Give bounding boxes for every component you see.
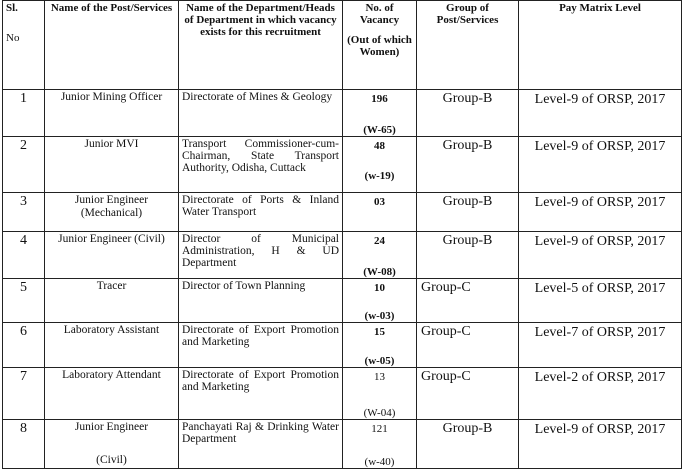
vacancy-count: 24: [374, 235, 385, 247]
cell-group: Group-C: [417, 368, 519, 420]
header-vacancy-label: No. of Vacancy: [359, 2, 400, 26]
cell-group: Group-B: [417, 193, 519, 232]
cell-group: Group-B: [417, 420, 519, 469]
cell-vacancy: [343, 279, 417, 323]
cell-post: Junior Engineer (Civil): [45, 232, 179, 279]
vacancy-women: (w-03): [364, 310, 395, 322]
cell-dept: Directorate of Export Promotion and Marketing: [179, 368, 343, 420]
cell-vacancy: [343, 368, 417, 420]
vacancy-count: 15: [374, 326, 385, 338]
header-vacancy-note: (Out of which Women): [347, 34, 412, 58]
table-row: [3, 90, 682, 137]
table-row: [3, 232, 682, 279]
cell-sl: 4: [3, 232, 45, 279]
table-row: [3, 137, 682, 193]
header-dept: Name of the Department/Heads of Department in which vacancy exists for this recruitment: [179, 1, 343, 90]
header-post: Name of the Post/Services: [45, 1, 179, 90]
post-name-suffix: (Civil): [96, 454, 127, 466]
cell-pay: Level-9 of ORSP, 2017: [519, 193, 682, 232]
cell-sl: 6: [3, 323, 45, 368]
cell-pay: Level-9 of ORSP, 2017: [519, 90, 682, 137]
cell-post: Laboratory Attendant: [45, 368, 179, 420]
cell-pay: Level-5 of ORSP, 2017: [519, 279, 682, 323]
vacancy-count: 121: [371, 423, 388, 435]
cell-vacancy: [343, 137, 417, 193]
header-sl: [3, 1, 45, 90]
cell-group: Group-B: [417, 90, 519, 137]
cell-vacancy: [343, 193, 417, 232]
cell-post: Junior Engineer (Mechanical): [45, 193, 179, 232]
vacancy-women: (w-05): [364, 355, 395, 367]
vacancy-count: 48: [374, 140, 385, 152]
post-name: Junior Engineer: [74, 421, 149, 433]
cell-dept: Directorate of Mines & Geology: [179, 90, 343, 137]
cell-pay: Level-9 of ORSP, 2017: [519, 137, 682, 193]
cell-sl: 7: [3, 368, 45, 420]
vacancy-count: 10: [374, 282, 385, 294]
cell-group: Group-B: [417, 232, 519, 279]
vacancy-women: (w-19): [364, 170, 395, 182]
cell-vacancy: [343, 232, 417, 279]
vacancy-count: 13: [374, 371, 385, 383]
cell-sl: 2: [3, 137, 45, 193]
cell-sl: 3: [3, 193, 45, 232]
cell-group: Group-B: [417, 137, 519, 193]
cell-dept: Directorate of Ports & Inland Water Transport: [179, 193, 343, 232]
cell-post: [45, 420, 179, 469]
vacancy-women: (W-65): [363, 124, 396, 136]
table-row: [3, 420, 682, 469]
cell-post: Junior MVI: [45, 137, 179, 193]
cell-group: Group-C: [417, 323, 519, 368]
cell-sl: 5: [3, 279, 45, 323]
cell-group: Group-C: [417, 279, 519, 323]
cell-vacancy: [343, 420, 417, 469]
table-header-row: [3, 1, 682, 90]
vacancy-women: (w-40): [364, 456, 395, 468]
table-row: [3, 368, 682, 420]
cell-pay: Level-9 of ORSP, 2017: [519, 232, 682, 279]
header-sl-label: Sl.: [6, 2, 18, 14]
table-row: [3, 279, 682, 323]
cell-pay: Level-7 of ORSP, 2017: [519, 323, 682, 368]
cell-pay: Level-9 of ORSP, 2017: [519, 420, 682, 469]
header-pay: Pay Matrix Level: [519, 1, 682, 90]
vacancy-women: (W-04): [363, 407, 396, 419]
cell-pay: Level-2 of ORSP, 2017: [519, 368, 682, 420]
table-row: [3, 193, 682, 232]
cell-dept: Director of Town Planning: [179, 279, 343, 323]
vacancy-table: [2, 0, 682, 469]
cell-vacancy: [343, 323, 417, 368]
vacancy-women: (W-08): [363, 266, 396, 278]
cell-vacancy: [343, 90, 417, 137]
header-no-label: No: [6, 32, 20, 44]
cell-sl: 8: [3, 420, 45, 469]
vacancy-count: 196: [371, 93, 388, 105]
cell-dept: Director of Municipal Administration, H & UD Department: [179, 232, 343, 279]
cell-dept: Panchayati Raj & Drinking Water Department: [179, 420, 343, 469]
cell-post: Junior Mining Officer: [45, 90, 179, 137]
header-group: Group of Post/Services: [417, 1, 519, 90]
cell-post: Tracer: [45, 279, 179, 323]
table-row: [3, 323, 682, 368]
vacancy-count: 03: [374, 196, 385, 208]
cell-sl: 1: [3, 90, 45, 137]
cell-dept: Transport Commissioner-cum-Chairman, State Transport Authority, Odisha, Cuttack: [179, 137, 343, 193]
header-vacancy: [343, 1, 417, 90]
cell-post: Laboratory Assistant: [45, 323, 179, 368]
cell-dept: Directorate of Export Promotion and Marketing: [179, 323, 343, 368]
